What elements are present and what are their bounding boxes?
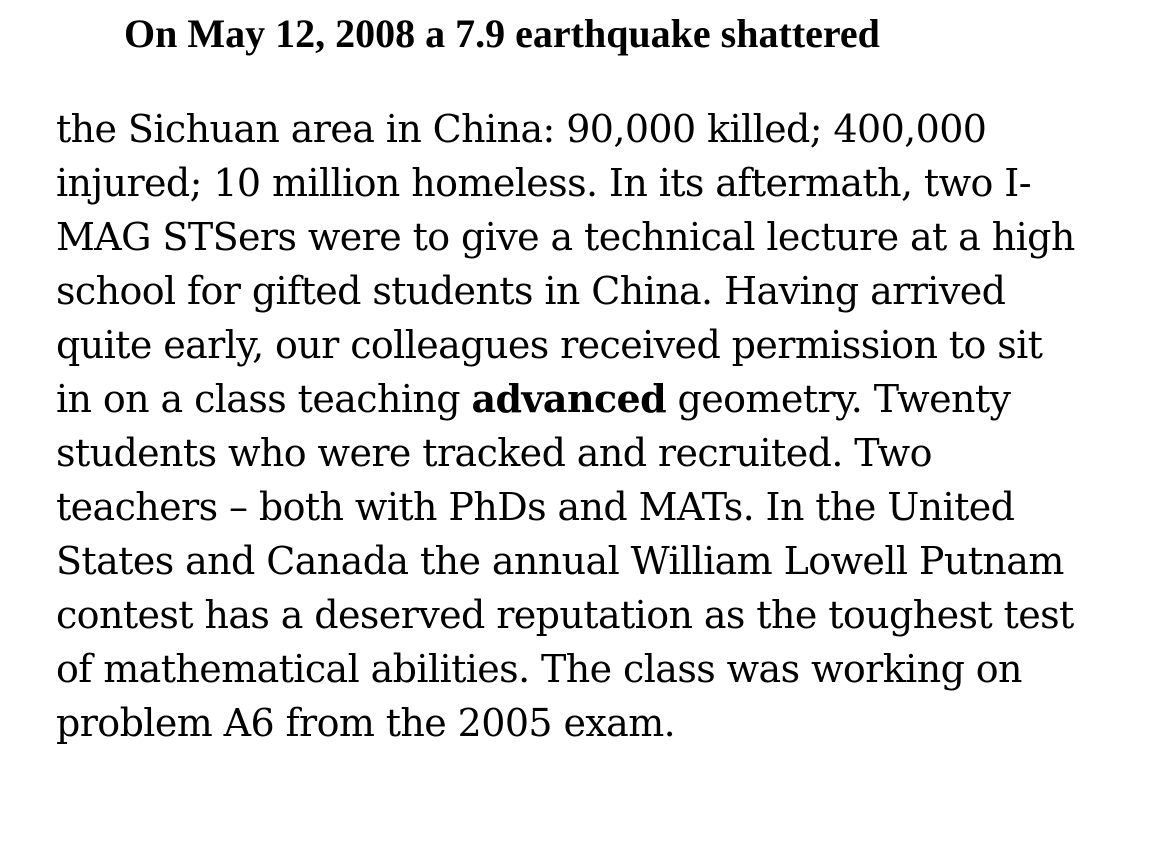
slide-body-paragraph (56, 102, 1141, 750)
emphasized-word: advanced (471, 376, 667, 421)
slide-title: On May 12, 2008 a 7.9 earthquake shattered (124, 11, 880, 56)
body-text: geometry. Twenty (666, 377, 1011, 421)
body-line: teachers – both with PhDs and MATs. In the United (56, 485, 1015, 529)
body-line: problem A6 from the 2005 exam. (56, 701, 676, 745)
body-line: injured; 10 million homeless. In its aftermath, two I- (56, 161, 1031, 205)
body-line: of mathematical abilities. The class was working on (56, 647, 1022, 691)
body-line: the Sichuan area in China: 90,000 killed; 400,000 (56, 107, 987, 151)
body-line: students who were tracked and recruited. Two (56, 431, 932, 475)
body-line: quite early, our colleagues received permission to sit (56, 323, 1043, 367)
body-line: contest has a deserved reputation as the toughest test (56, 593, 1074, 637)
body-text: in on a class teaching (56, 377, 472, 421)
body-line: school for gifted students in China. Having arrived (56, 269, 1006, 313)
body-line: States and Canada the annual William Lowell Putnam (56, 539, 1064, 583)
body-line: MAG STSers were to give a technical lecture at a high (56, 215, 1075, 259)
body-line (56, 372, 1141, 426)
